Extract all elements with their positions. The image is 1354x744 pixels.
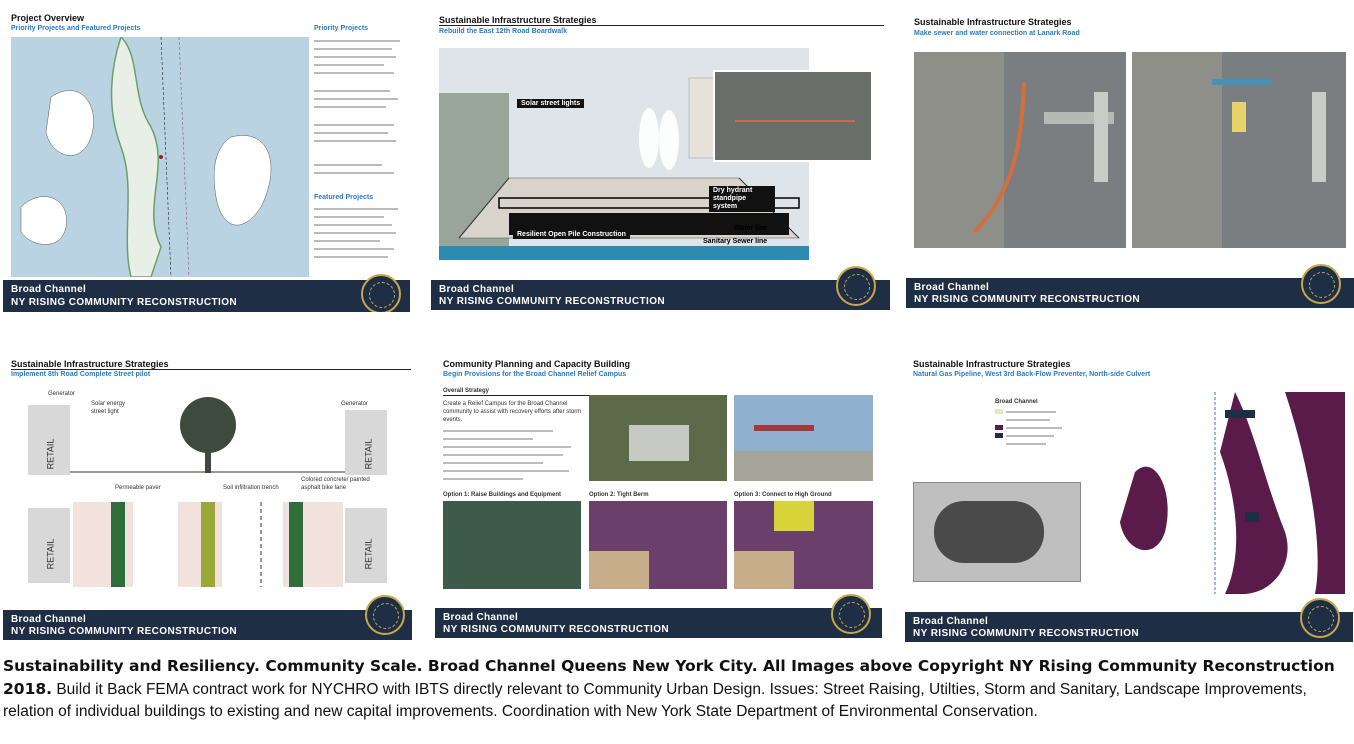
- label-infiltration-trench: Soil infiltration trench: [223, 485, 279, 491]
- campus-pavilion-photo: [734, 395, 873, 481]
- slide-boardwalk: [431, 8, 890, 310]
- slide-title: Project Overview: [11, 13, 85, 23]
- footer-location: Broad Channel: [914, 282, 990, 293]
- slide-footer: [3, 280, 410, 312]
- slide-title: Sustainable Infrastructure Strategies: [913, 359, 1071, 369]
- slide-footer: [3, 610, 412, 640]
- slide-complete-street: [3, 350, 412, 640]
- footer-location: Broad Channel: [11, 284, 87, 295]
- slide-footer: [906, 278, 1354, 308]
- slide-title: Sustainable Infrastructure Strategies: [11, 359, 169, 369]
- footer-program: NY RISING COMMUNITY RECONSTRUCTION: [914, 294, 1141, 305]
- aerial-proposed-map: [1132, 52, 1346, 248]
- option-1-label: Option 1: Raise Buildings and Equipment: [443, 492, 562, 498]
- footer-program: NY RISING COMMUNITY RECONSTRUCTION: [11, 297, 238, 308]
- slide-footer: [905, 612, 1353, 642]
- caption-bold-text: Sustainability and Resiliency. Community Scale. Broad Channel Queens New York City. All Images above Copyright NY Rising Community Reconstruction 2018.: [3, 657, 1335, 698]
- portfolio-caption: [3, 655, 1351, 723]
- label-open-pile-construction: Resilient Open Pile Construction: [513, 230, 630, 239]
- featured-projects-text: [314, 206, 404, 276]
- option-2-map: [589, 501, 727, 589]
- slide-title: Sustainable Infrastructure Strategies: [439, 15, 597, 25]
- slide-footer: [435, 608, 882, 638]
- priority-projects-heading: Priority Projects: [314, 25, 369, 32]
- option-1-map: [443, 501, 581, 589]
- slide-footer: [431, 280, 890, 310]
- label-retail-3: RETAIL: [45, 538, 56, 570]
- legend-entries: [995, 407, 1065, 453]
- label-retail-1: RETAIL: [45, 438, 56, 470]
- option-3-map: [734, 501, 873, 589]
- footer-location: Broad Channel: [443, 612, 519, 623]
- priority-projects-text: [314, 38, 404, 188]
- label-generator-left: Generator: [48, 391, 76, 397]
- overview-map: [11, 37, 309, 277]
- campus-aerial-photo: [589, 395, 727, 481]
- option-3-label: Option 3: Connect to High Ground: [734, 492, 832, 498]
- slide-gas-pipeline: [905, 350, 1353, 642]
- overall-strategy-intro: Create a Relief Campus for the Broad Channel community to assist with recovery efforts after storm events.: [443, 401, 582, 423]
- slide-relief-campus: [435, 350, 882, 640]
- title-rule: [11, 369, 411, 370]
- caption-body-text: Build it Back FEMA contract work for NYCHRO with IBTS directly relevant to Community Urban Design. Issues: Street Raising, Utilties, Storm and Sanitary, Landscape Improvements, relation of individual buildings to existing and new capital improvements. Coordination with New York State Department of Environmental Conservation.: [3, 681, 1307, 720]
- footer-program: NY RISING COMMUNITY RECONSTRUCTION: [11, 626, 238, 637]
- label-permeable-paver: Permeable paver: [115, 485, 161, 491]
- slide-project-overview: [3, 8, 410, 312]
- ny-rising-seal-logo: [831, 594, 871, 634]
- aerial-inset-image: [713, 70, 873, 162]
- locator-inset-map: [913, 482, 1081, 582]
- label-retail-2: RETAIL: [363, 438, 374, 470]
- ny-rising-seal-logo: [361, 274, 401, 312]
- footer-program: NY RISING COMMUNITY RECONSTRUCTION: [439, 296, 666, 307]
- slide-subtitle: Rebuild the East 12th Road Boardwalk: [439, 28, 567, 35]
- ny-rising-seal-logo: [365, 595, 405, 635]
- label-retail-4: RETAIL: [363, 538, 374, 570]
- slide-title: Sustainable Infrastructure Strategies: [914, 17, 1072, 27]
- footer-location: Broad Channel: [913, 616, 989, 627]
- slide-subtitle: Make sewer and water connection at Lanark Road: [914, 30, 1080, 37]
- slide-subtitle: Begin Provisions for the Broad Channel Relief Campus: [443, 371, 627, 378]
- title-rule: [439, 25, 884, 26]
- option-2-label: Option 2: Tight Berm: [589, 492, 649, 498]
- legend-title: Broad Channel: [995, 399, 1038, 405]
- aerial-existing-map: [914, 52, 1126, 248]
- slide-title: Community Planning and Capacity Building: [443, 359, 631, 369]
- slide-lanark-road: [906, 8, 1354, 308]
- footer-program: NY RISING COMMUNITY RECONSTRUCTION: [443, 624, 670, 635]
- label-solar-street-lights: Solar street lights: [517, 99, 584, 108]
- label-dry-hydrant: Dry hydrant standpipe system: [709, 186, 775, 212]
- footer-location: Broad Channel: [439, 284, 515, 295]
- slide-subtitle: Natural Gas Pipeline, West 3rd Back-Flow Preventer, North-side Culvert: [913, 371, 1151, 378]
- footer-location: Broad Channel: [11, 614, 87, 625]
- ny-rising-seal-logo: [1300, 598, 1340, 638]
- overall-strategy-heading: Overall Strategy: [443, 388, 490, 394]
- campus-bullet-lines: [443, 428, 583, 488]
- ny-rising-seal-logo: [836, 266, 876, 306]
- ny-rising-seal-logo: [1301, 264, 1341, 304]
- label-water-line: Water line: [734, 225, 768, 232]
- label-sanitary-sewer-line: Sanitary Sewer line: [703, 238, 768, 245]
- label-bike-lane: Colored concrete/ painted asphalt bike lane: [301, 477, 370, 491]
- slide-subtitle: Priority Projects and Featured Projects: [11, 25, 141, 32]
- label-generator-right: Generator: [341, 401, 369, 407]
- featured-projects-heading: Featured Projects: [314, 194, 374, 201]
- slide-subtitle: Implement 8th Road Complete Street pilot: [11, 371, 151, 378]
- footer-program: NY RISING COMMUNITY RECONSTRUCTION: [913, 628, 1140, 639]
- label-solar-street-light: Solar energy street light: [91, 401, 126, 415]
